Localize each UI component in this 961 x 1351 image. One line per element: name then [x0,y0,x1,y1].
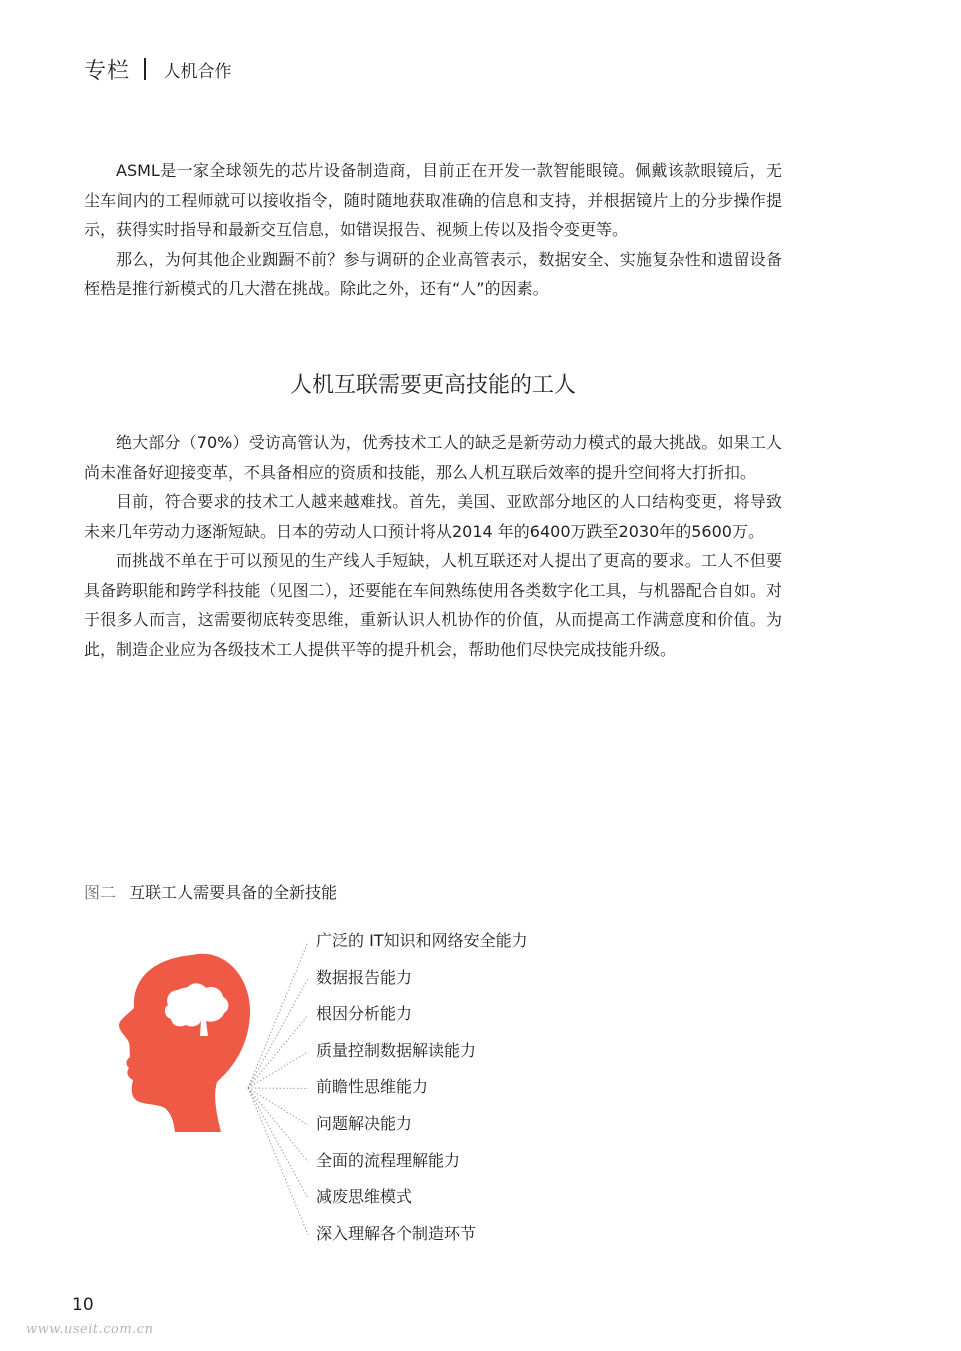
section-paragraph-1: 绝大部分（70%）受访高管认为，优秀技术工人的缺乏是新劳动力模式的最大挑战。如果工人尚未准备好迎接变革，不具备相应的资质和技能，那么人机互联后效率的提升空间将大打折扣。 [84,433,782,482]
header-divider [144,58,146,80]
section-text [84,428,782,664]
intro-text [84,156,782,304]
skill-item: 深入理解各个制造环节 [316,1223,477,1243]
figure-caption [84,880,337,906]
section-paragraph-2: 目前，符合要求的技术工人越来越难找。首先，美国、亚欧部分地区的人口结构变更，将导致未来几年劳动力逐渐短缺。日本的劳动人口预计将从2014 年的6400万跌至2030年的5600万。 [84,492,782,541]
skill-item: 根因分析能力 [316,1004,413,1024]
connector-line [248,1088,308,1235]
section-paragraph-3: 而挑战不单在于可以预见的生产线人手短缺，人机互联还对人提出了更高的要求。工人不但要具备跨职能和跨学科技能（见图二），还要能在车间熟练使用各类数字化工具，与机器配合自如。对于很多人而言，这需要彻底转变思维，重新认识人机协作的价值，从而提高工作满意度和价值。为此，制造企业应为各级技术工人提供平等的提升机会，帮助他们尽快完成技能升级。 [84,551,782,659]
connector-line [248,1052,308,1088]
watermark: www.useit.com.cn [26,1322,154,1337]
skills-list [316,926,528,1255]
head-with-brain-icon [119,954,250,1132]
intro-paragraph-2: 那么，为何其他企业踟蹰不前？参与调研的企业高管表示，数据安全、实施复杂性和遗留设备桎梏是推行新模式的几大潜在挑战。除此之外，还有“人”的因素。 [84,249,782,298]
connector-line [248,942,308,1088]
skill-item: 前瞻性思维能力 [316,1077,429,1097]
page-number: 10 [72,1295,94,1315]
skills-diagram [100,920,320,1250]
skill-item: 全面的流程理解能力 [316,1150,461,1170]
head-silhouette [119,954,250,1132]
connector-line [248,1088,308,1198]
section-heading: 人机互联需要更高技能的工人 [289,373,576,398]
skill-item: 质量控制数据解读能力 [316,1040,477,1060]
skill-item: 广泛的 IT知识和网络安全能力 [316,931,528,950]
skill-item: 减废思维模式 [316,1187,413,1207]
column-label: 专栏 [84,58,131,84]
intro-paragraph-1: ASML是一家全球领先的芯片设备制造商，目前正在开发一款智能眼镜。佩戴该款眼镜后，无尘车间内的工程师就可以接收指令，随时随地获取准确的信息和支持，并根据镜片上的分步操作提示，获得实时指导和最新交互信息，如错误报告、视频上传以及指令变更等。 [84,161,782,239]
skill-item: 问题解决能力 [316,1113,413,1133]
skill-item: 数据报告能力 [316,967,413,987]
figure-title: 互联工人需要具备的全新技能 [129,883,338,902]
connector-lines [248,942,308,1235]
column-topic: 人机合作 [163,61,232,82]
connector-line [248,1015,308,1088]
connector-line [248,979,308,1088]
column-header [84,54,232,84]
figure-number: 图二 [84,883,117,902]
connector-line [248,1088,308,1162]
connector-line [248,1088,308,1125]
